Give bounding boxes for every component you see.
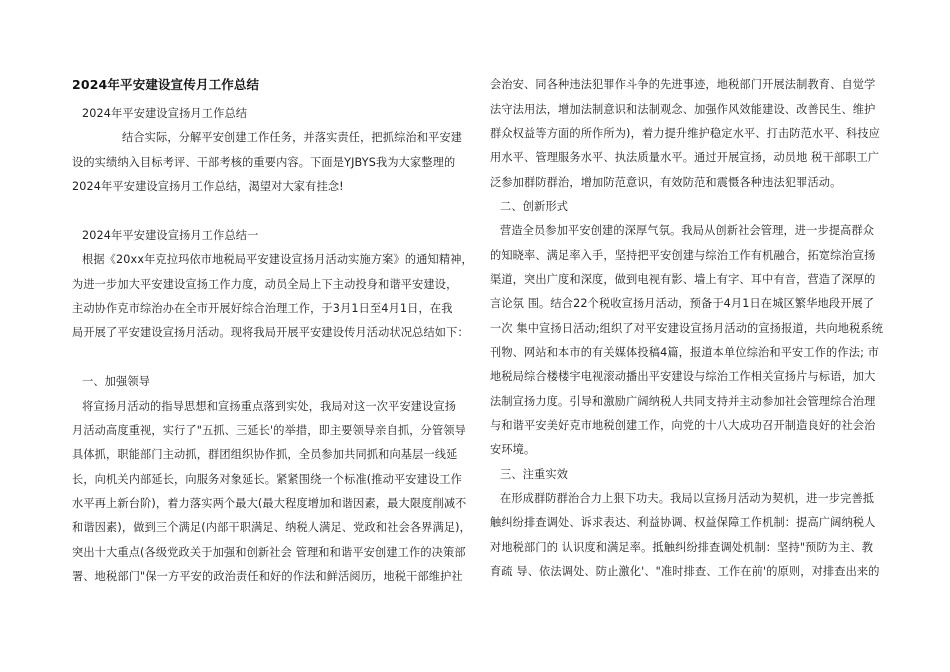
left-column-line: 一、加强领导 [82,375,151,388]
right-column-line: 地税局综合楼楼宇电视滚动播出平安建设与综治工作相关宣扬片与标语，加大 [490,370,876,383]
left-column-line: 主动协作克市综治办在全市开展好综合治理工作，于3月1日至4月1日，在我 [72,302,453,315]
right-column-line: 与和谐平安美好克市地税创建工作，向党的十八大成功召开制造良好的社会治 [490,419,876,432]
right-column-line: 言论氛 围。结合22个税收宣扬月活动，预备于4月1日在城区繁华地段开展了 [490,297,875,310]
right-column-line: 渠道，突出广度和深度，做到电视有影、墙上有字、耳中有音，营造了深厚的 [490,273,876,286]
right-column-line: 二、创新形式 [500,200,569,213]
right-column-line: 三、注重实效 [500,468,569,481]
right-column-line: 触纠纷排查调处、诉求表达、利益协调、权益保障工作机制：提高广阔纳税人 [490,516,876,529]
left-column-line: 署、地税部门"保一方平安的政治责任和好的作法和鲜活阅历，地税干部维护社 [72,570,463,583]
left-column-line: 突出十大重点(各级党政关于加强和创新社会 管理和和谐平安创建工作的决策部 [72,546,466,559]
left-column-line: 2024年平安建设宣扬月工作总结一 [82,229,259,242]
left-column-line: 局开展了平安建设宣扬月活动。现将我局开展平安建设传月活动状况总结如下： [72,326,469,339]
right-column-line: 会治安、同各种违法犯罪作斗争的先进事迹，地税部门开展法制教育、自觉学 [490,78,876,91]
left-column-line: 和谐因素)，做到三个满足(内部干职满足、纳税人满足、党政和社会各界满足)， [72,521,472,534]
right-column-line: 安环境。 [490,443,536,456]
left-column-line: 水平再上新台阶)，着力落实两个最大(最大程度增加和谐因素，最大限度削减不 [72,497,467,510]
right-column-line: 一次 集中宣扬日活动;组织了对平安建设宣扬月活动的宣扬报道，共向地税系统 [490,322,884,335]
left-column-line: 根据《20xx年克拉玛依市地税局平安建设宣扬月活动实施方案》的通知精神， [82,253,473,266]
left-column-line: 2024年平安建设宣扬月工作总结，渴望对大家有挂念! [72,180,344,193]
left-column-line: 具体抓，职能部门主动抓，群团组织协作抓，全员参加共同抓和向基层一线延 [72,448,458,461]
left-column-line: 为进一步加大平安建设宣扬工作力度，动员全局上下主动投身和谐平安建设， [72,278,458,291]
right-column-line: 用水平、管理服务水平、执法质量水平。通过开展宣扬，动员地 税干部职工广 [490,151,880,164]
left-column-line: 月活动高度重视，实行了"五抓、三延长'的举措，即主要领导亲自抓，分管领导 [72,424,466,437]
right-column-line: 法守法用法，增加法制意识和法制观念、加强作风效能建设、改善民生、维护 [490,103,876,116]
right-column-line: 育疏 导、依法调处、防止激化'、"准时排查、工作在前'的原则，对排查出来的 [490,565,880,578]
right-column-line: 对地税部门的 认识度和满足率。抵触纠纷排查调处机制：坚持"预防为主、教 [490,541,874,554]
left-column-line: 长，向机关内部延长，向服务对象延长。紧紧围绕一个标准(推动平安建设工作 [72,473,462,486]
right-column-line: 在形成群防群治合力上狠下功夫。我局以宣扬月活动为契机，进一步完善抵 [500,492,875,505]
left-column-line: 结合实际，分解平安创建工作任务，并落实责任，把抓综治和平安建 [122,131,463,144]
right-column-line: 群众权益等方面的所作所为)，着力提升维护稳定水平、打击防范水平、科技应 [490,127,880,140]
right-column-line: 法制宣扬力度。引导和激励广阔纳税人共同支持并主动参加社会管理综合治理 [490,395,876,408]
left-column-line: 设的实绩纳入目标考评、干部考核的重要内容。下面是YJBYS我为大家整理的 [72,156,456,169]
right-column-line: 泛参加群防群治，增加防范意识，有效防范和震慑各种违法犯罪活动。 [490,176,842,189]
right-column-line: 的知晓率、满足率入手，坚持把平安创建与综治工作有机融合，拓宽综治宣扬 [490,249,876,262]
right-column-line: 刊物、网站和本市的有关媒体投稿4篇，报道本单位综治和平安工作的作法; 市 [490,346,880,359]
right-column-line: 营造全员参加平安创建的深厚气氛。我局从创新社会管理，进一步提高群众 [500,224,875,237]
left-column-line: 将宣扬月活动的指导思想和宣扬重点落到实处，我局对这一次平安建设宣扬 [82,400,457,413]
left-column-line: 2024年平安建设宣扬月工作总结 [82,107,248,120]
document-title: 2024年平安建设宣传月工作总结 [72,77,260,92]
